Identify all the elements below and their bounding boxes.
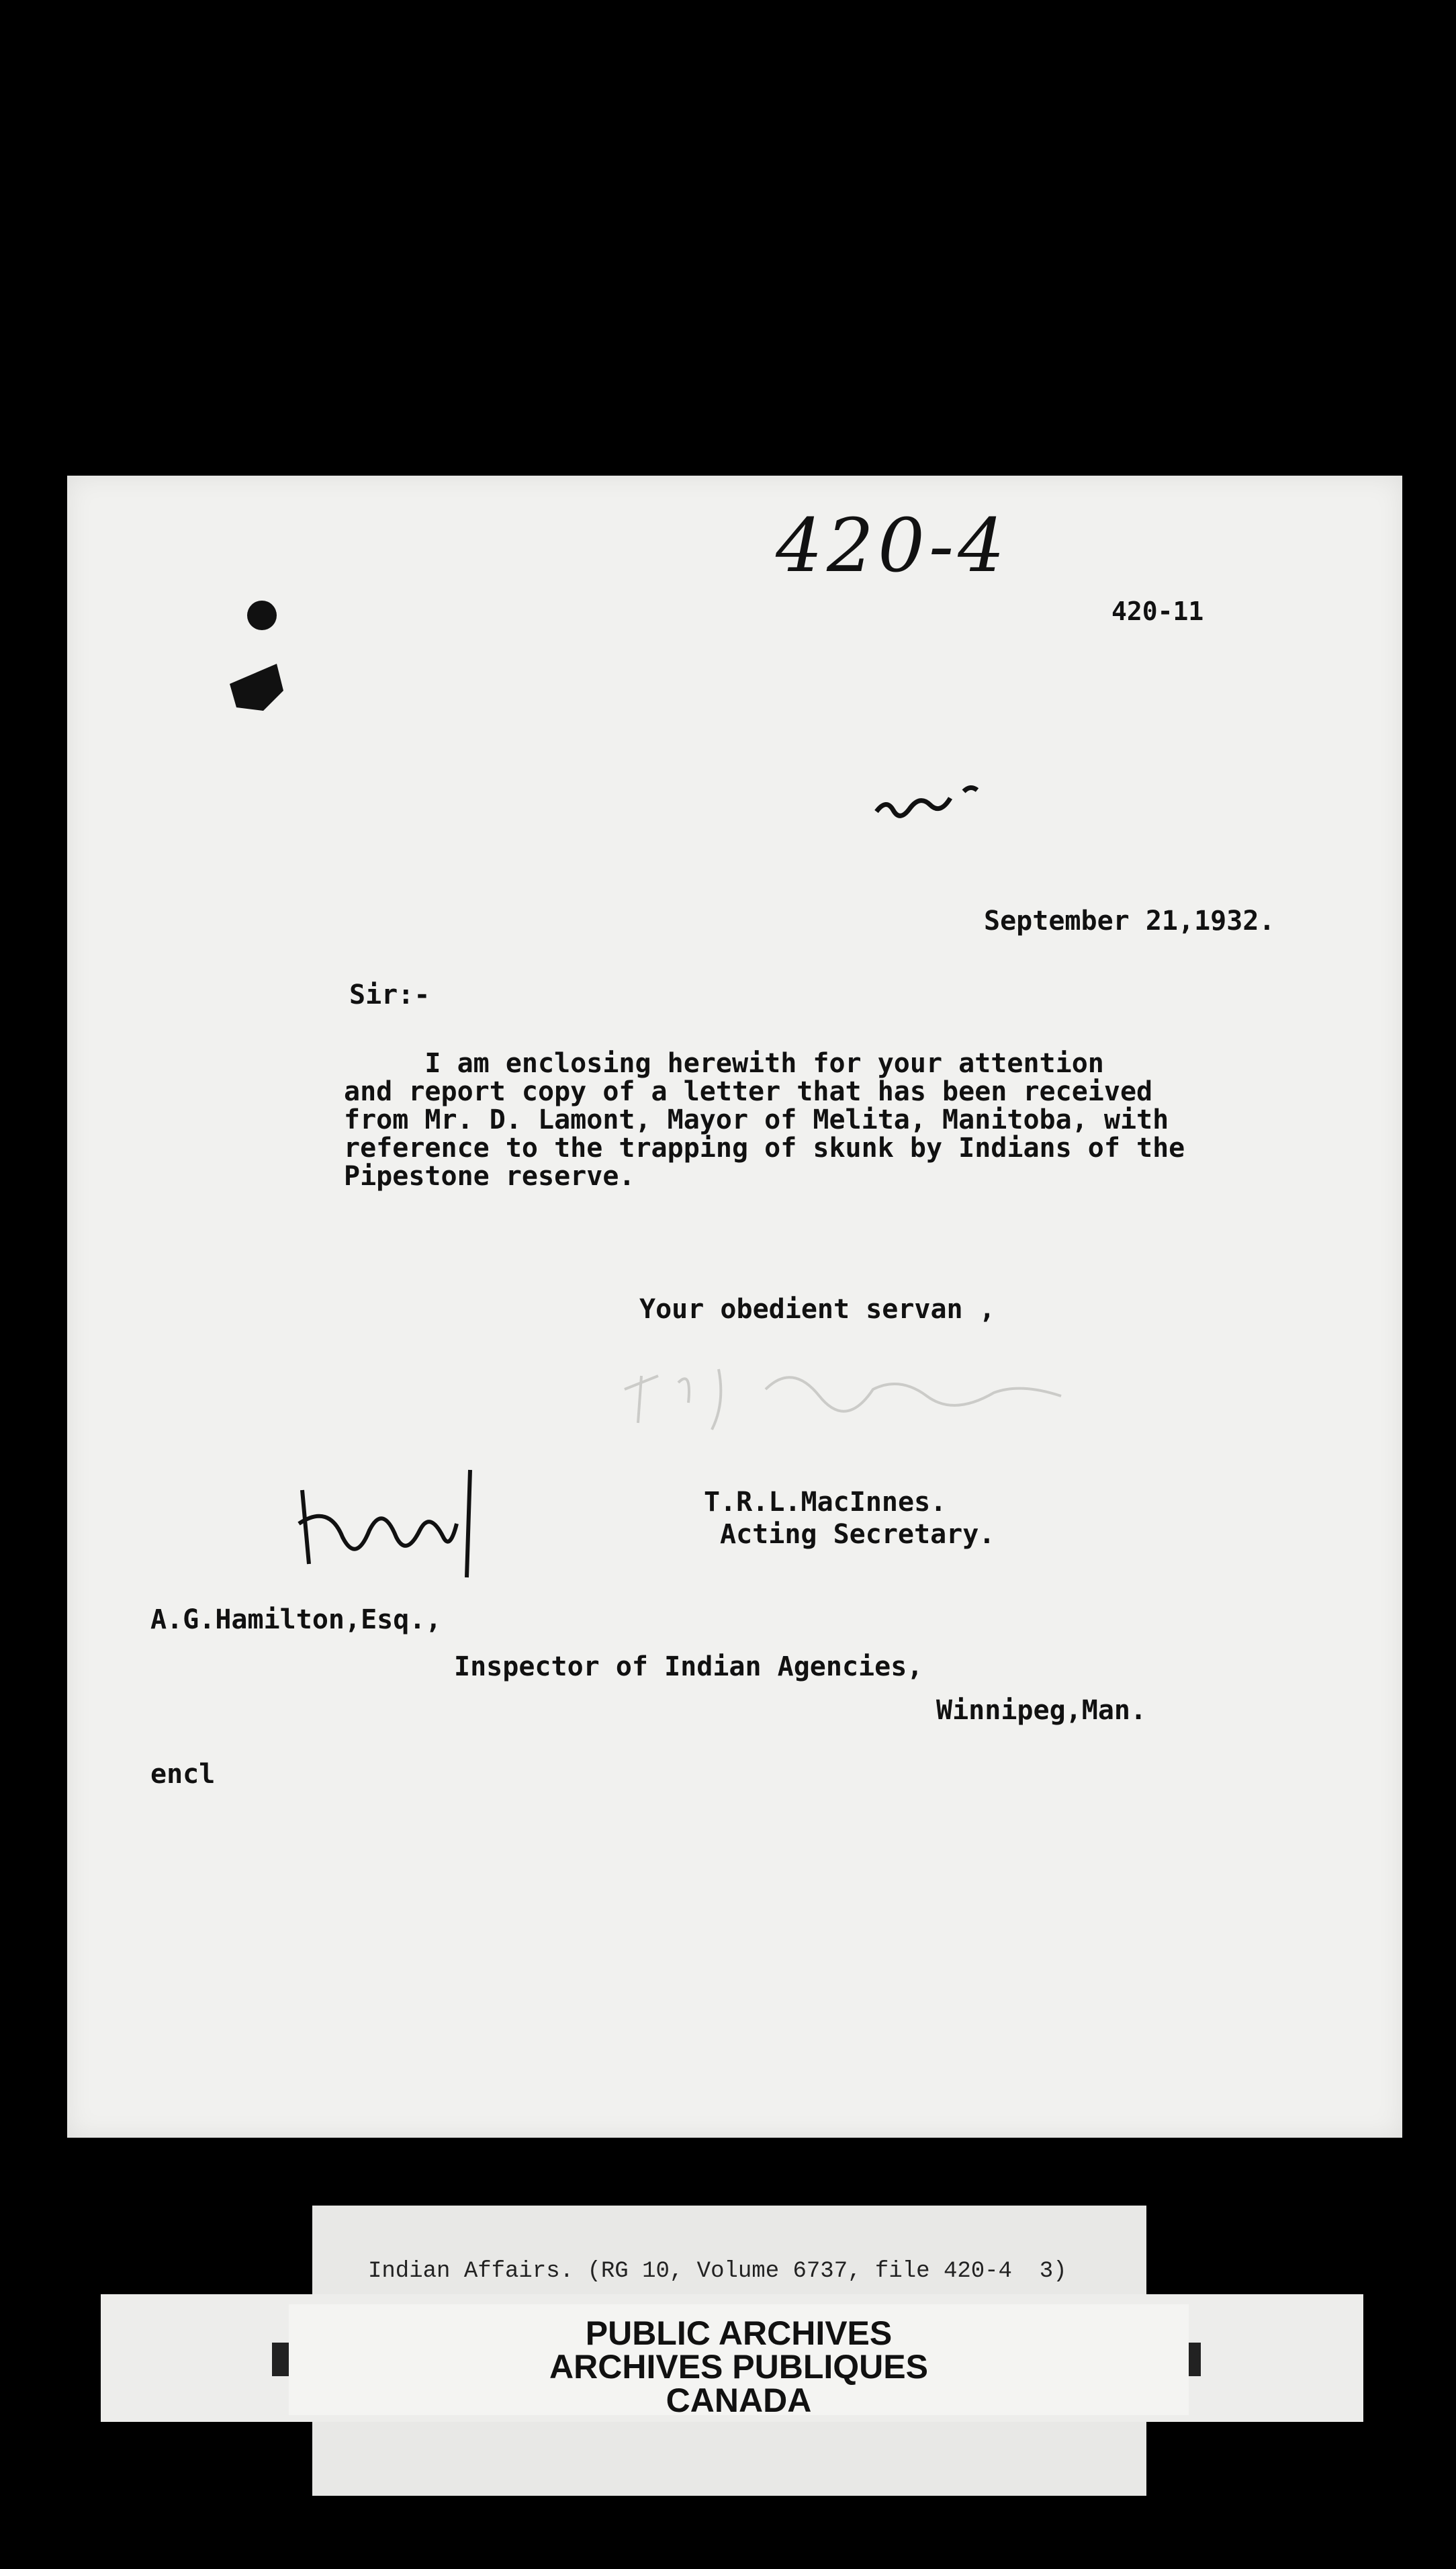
body-line: I am enclosing herewith for your attention <box>344 1048 1104 1079</box>
body-line: and report copy of a letter that has been received <box>344 1076 1153 1107</box>
body-line: from Mr. D. Lamont, Mayor of Melita, Manitoba, with <box>344 1104 1169 1135</box>
punch-hole-marks <box>216 597 297 731</box>
signer-name: T.R.L.MacInnes. <box>704 1487 947 1518</box>
handwritten-mark <box>870 771 1004 825</box>
handwritten-file-number: 420-4 <box>776 503 1009 589</box>
archive-title-fr: ARCHIVES PUBLIQUES <box>549 2348 928 2386</box>
archive-country: CANADA <box>666 2382 812 2419</box>
signer-title: Acting Secretary. <box>720 1519 995 1550</box>
initials-signature <box>289 1463 504 1584</box>
enclosure-note: encl <box>150 1759 216 1790</box>
reference-number: 420-11 <box>1111 597 1204 626</box>
addressee-location: Winnipeg,Man. <box>936 1695 1147 1726</box>
archive-title-en: PUBLIC ARCHIVES <box>585 2314 893 2352</box>
addressee-name: A.G.Hamilton,Esq., <box>150 1604 442 1635</box>
faint-signature <box>618 1349 1101 1436</box>
body-line: Pipestone reserve. <box>344 1161 635 1192</box>
closing: Your obedient servan , <box>639 1294 995 1325</box>
archive-reference: Indian Affairs. (RG 10, Volume 6737, file 420-4 3) <box>368 2259 1067 2284</box>
letter-date: September 21,1932. <box>984 906 1275 937</box>
body-line: reference to the trapping of skunk by Indians of the <box>344 1133 1185 1164</box>
letter-page <box>67 476 1402 2138</box>
addressee-title: Inspector of Indian Agencies, <box>454 1651 923 1682</box>
salutation: Sir:- <box>349 979 430 1010</box>
clip-left <box>272 2343 289 2376</box>
